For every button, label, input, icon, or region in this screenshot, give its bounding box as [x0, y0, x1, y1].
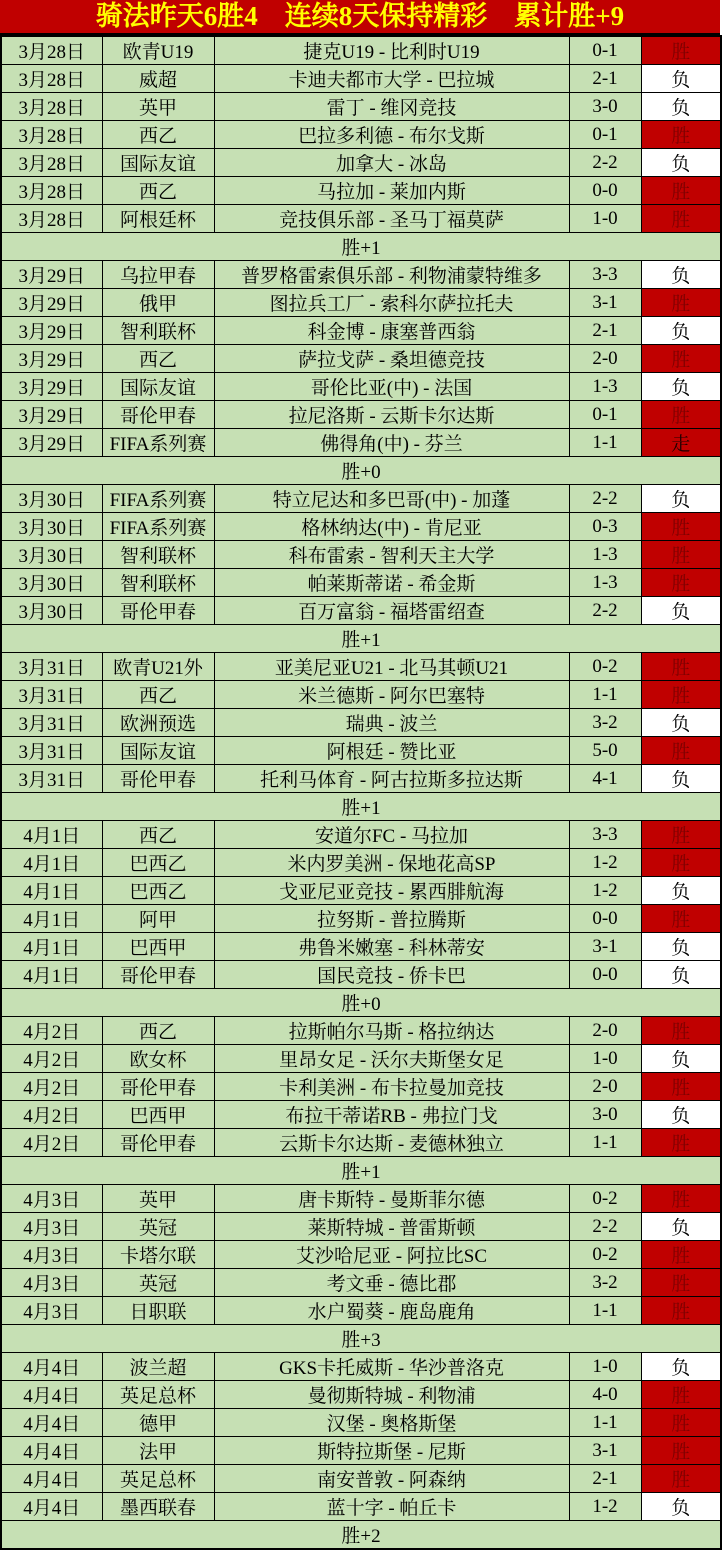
match-cell: 考文垂 - 德比郡 [214, 1269, 569, 1297]
table-row [1, 1409, 721, 1437]
match-cell: 米兰德斯 - 阿尔巴塞特 [214, 681, 569, 709]
match-cell: 百万富翁 - 福塔雷绍查 [214, 597, 569, 625]
date-cell: 3月31日 [1, 709, 102, 737]
league-cell: 西乙 [102, 821, 214, 849]
result-cell: 负 [641, 709, 721, 737]
result-cell: 胜 [641, 737, 721, 765]
result-cell: 胜 [641, 569, 721, 597]
table-row [1, 93, 721, 121]
table-row [1, 289, 721, 317]
result-cell: 负 [641, 1213, 721, 1241]
date-cell: 4月1日 [1, 849, 102, 877]
score-cell: 0-1 [569, 121, 641, 149]
match-cell: 瑞典 - 波兰 [214, 709, 569, 737]
summary-cell: 胜+0 [1, 457, 721, 485]
score-cell: 0-0 [569, 905, 641, 933]
summary-row [1, 233, 721, 261]
match-cell: 里昂女足 - 沃尔夫斯堡女足 [214, 1045, 569, 1073]
table-row [1, 149, 721, 177]
league-cell: 西乙 [102, 681, 214, 709]
table-row [1, 1017, 721, 1045]
table-row [1, 1185, 721, 1213]
table-row [1, 597, 721, 625]
score-cell: 2-0 [569, 345, 641, 373]
league-cell: 阿甲 [102, 905, 214, 933]
date-cell: 3月28日 [1, 205, 102, 233]
league-cell: 智利联杯 [102, 569, 214, 597]
summary-cell: 胜+1 [1, 793, 721, 821]
match-cell: 戈亚尼亚竞技 - 累西腓航海 [214, 877, 569, 905]
score-cell: 0-1 [569, 401, 641, 429]
date-cell: 3月30日 [1, 597, 102, 625]
score-cell: 1-1 [569, 1409, 641, 1437]
result-cell: 胜 [641, 513, 721, 541]
result-cell: 胜 [641, 1465, 721, 1493]
score-cell: 3-2 [569, 709, 641, 737]
summary-cell: 胜+2 [1, 1521, 721, 1550]
table-row [1, 1493, 721, 1521]
date-cell: 4月1日 [1, 961, 102, 989]
match-cell: 雷丁 - 维冈竞技 [214, 93, 569, 121]
date-cell: 3月28日 [1, 121, 102, 149]
table-row [1, 737, 721, 765]
score-cell: 0-2 [569, 1185, 641, 1213]
match-cell: 格林纳达(中) - 肯尼亚 [214, 513, 569, 541]
match-cell: 拉努斯 - 普拉腾斯 [214, 905, 569, 933]
score-cell: 0-0 [569, 961, 641, 989]
result-cell: 胜 [641, 1381, 721, 1409]
table-row [1, 177, 721, 205]
match-cell: 云斯卡尔达斯 - 麦德林独立 [214, 1129, 569, 1157]
result-cell: 胜 [641, 1073, 721, 1101]
result-cell: 胜 [641, 1129, 721, 1157]
date-cell: 4月3日 [1, 1185, 102, 1213]
score-cell: 0-3 [569, 513, 641, 541]
table-row [1, 65, 721, 93]
match-cell: 竞技俱乐部 - 圣马丁福莫萨 [214, 205, 569, 233]
score-cell: 1-0 [569, 1045, 641, 1073]
match-cell: 加拿大 - 冰岛 [214, 149, 569, 177]
score-cell: 2-2 [569, 597, 641, 625]
score-cell: 3-1 [569, 289, 641, 317]
score-cell: 0-2 [569, 1241, 641, 1269]
page-title: 骑法昨天6胜4 连续8天保持精彩 累计胜+9 [0, 0, 720, 35]
league-cell: 英足总杯 [102, 1381, 214, 1409]
match-cell: 南安普敦 - 阿森纳 [214, 1465, 569, 1493]
match-cell: 普罗格雷索俱乐部 - 利物浦蒙特维多 [214, 261, 569, 289]
league-cell: 法甲 [102, 1437, 214, 1465]
league-cell: FIFA系列赛 [102, 513, 214, 541]
score-cell: 4-0 [569, 1381, 641, 1409]
date-cell: 4月4日 [1, 1353, 102, 1381]
date-cell: 4月1日 [1, 933, 102, 961]
table-row [1, 261, 721, 289]
match-cell: 托利马体育 - 阿古拉斯多拉达斯 [214, 765, 569, 793]
league-cell: 智利联杯 [102, 541, 214, 569]
result-cell: 走 [641, 429, 721, 457]
result-cell: 胜 [641, 653, 721, 681]
date-cell: 4月2日 [1, 1017, 102, 1045]
result-cell: 胜 [641, 849, 721, 877]
date-cell: 4月3日 [1, 1241, 102, 1269]
summary-cell: 胜+1 [1, 233, 721, 261]
match-cell: 科布雷索 - 智利天主大学 [214, 541, 569, 569]
match-cell: 科金博 - 康塞普西翁 [214, 317, 569, 345]
result-cell: 负 [641, 149, 721, 177]
league-cell: 哥伦甲春 [102, 765, 214, 793]
date-cell: 4月3日 [1, 1297, 102, 1325]
date-cell: 3月30日 [1, 485, 102, 513]
table-row [1, 849, 721, 877]
score-cell: 2-1 [569, 1465, 641, 1493]
result-cell: 胜 [641, 1269, 721, 1297]
match-cell: 莱斯特城 - 普雷斯顿 [214, 1213, 569, 1241]
date-cell: 4月1日 [1, 821, 102, 849]
league-cell: 巴西乙 [102, 877, 214, 905]
league-cell: 日职联 [102, 1297, 214, 1325]
result-cell: 胜 [641, 401, 721, 429]
table-row [1, 345, 721, 373]
result-cell: 负 [641, 65, 721, 93]
results-body [1, 36, 721, 1549]
score-cell: 2-0 [569, 1017, 641, 1045]
league-cell: 欧洲预选 [102, 709, 214, 737]
date-cell: 3月28日 [1, 36, 102, 65]
match-cell: 帕莱斯蒂诺 - 希金斯 [214, 569, 569, 597]
league-cell: 俄甲 [102, 289, 214, 317]
result-cell: 负 [641, 485, 721, 513]
date-cell: 4月4日 [1, 1437, 102, 1465]
summary-row [1, 793, 721, 821]
result-cell: 胜 [641, 1185, 721, 1213]
score-cell: 1-1 [569, 1297, 641, 1325]
match-cell: 卡迪夫都市大学 - 巴拉城 [214, 65, 569, 93]
date-cell: 3月28日 [1, 93, 102, 121]
table-row [1, 373, 721, 401]
result-cell: 负 [641, 261, 721, 289]
league-cell: 国际友谊 [102, 737, 214, 765]
results-table [0, 35, 722, 1550]
table-row [1, 513, 721, 541]
table-row [1, 541, 721, 569]
table-row [1, 205, 721, 233]
score-cell: 5-0 [569, 737, 641, 765]
result-cell: 负 [641, 877, 721, 905]
date-cell: 4月4日 [1, 1493, 102, 1521]
date-cell: 3月29日 [1, 429, 102, 457]
result-cell: 胜 [641, 1409, 721, 1437]
league-cell: 哥伦甲春 [102, 401, 214, 429]
result-cell: 负 [641, 1101, 721, 1129]
table-row [1, 569, 721, 597]
match-cell: 萨拉戈萨 - 桑坦德竞技 [214, 345, 569, 373]
match-cell: 亚美尼亚U21 - 北马其顿U21 [214, 653, 569, 681]
score-cell: 1-1 [569, 681, 641, 709]
league-cell: 西乙 [102, 121, 214, 149]
result-cell: 负 [641, 961, 721, 989]
score-cell: 1-0 [569, 1353, 641, 1381]
date-cell: 4月3日 [1, 1213, 102, 1241]
league-cell: 哥伦甲春 [102, 961, 214, 989]
match-cell: 特立尼达和多巴哥(中) - 加蓬 [214, 485, 569, 513]
score-cell: 1-2 [569, 1493, 641, 1521]
result-cell: 胜 [641, 345, 721, 373]
date-cell: 4月1日 [1, 905, 102, 933]
league-cell: 西乙 [102, 177, 214, 205]
match-cell: 水户蜀葵 - 鹿岛鹿角 [214, 1297, 569, 1325]
date-cell: 3月31日 [1, 681, 102, 709]
match-cell: 艾沙哈尼亚 - 阿拉比SC [214, 1241, 569, 1269]
date-cell: 4月4日 [1, 1409, 102, 1437]
date-cell: 4月4日 [1, 1465, 102, 1493]
result-cell: 胜 [641, 905, 721, 933]
table-row [1, 1465, 721, 1493]
score-cell: 0-2 [569, 653, 641, 681]
date-cell: 4月4日 [1, 1381, 102, 1409]
score-cell: 2-2 [569, 485, 641, 513]
league-cell: 英冠 [102, 1269, 214, 1297]
league-cell: 墨西联春 [102, 1493, 214, 1521]
league-cell: 英足总杯 [102, 1465, 214, 1493]
table-row [1, 681, 721, 709]
table-row [1, 1045, 721, 1073]
table-row [1, 877, 721, 905]
match-cell: 布拉干蒂诺RB - 弗拉门戈 [214, 1101, 569, 1129]
summary-cell: 胜+1 [1, 1157, 721, 1185]
result-cell: 负 [641, 1493, 721, 1521]
table-row [1, 1129, 721, 1157]
date-cell: 3月29日 [1, 289, 102, 317]
score-cell: 3-2 [569, 1269, 641, 1297]
result-cell: 负 [641, 93, 721, 121]
result-cell: 胜 [641, 1017, 721, 1045]
score-cell: 1-3 [569, 541, 641, 569]
league-cell: 巴西甲 [102, 933, 214, 961]
date-cell: 3月28日 [1, 177, 102, 205]
match-cell: 曼彻斯特城 - 利物浦 [214, 1381, 569, 1409]
score-cell: 2-1 [569, 317, 641, 345]
score-cell: 1-1 [569, 429, 641, 457]
result-cell: 胜 [641, 289, 721, 317]
table-row [1, 317, 721, 345]
match-cell: 马拉加 - 莱加内斯 [214, 177, 569, 205]
summary-row [1, 1521, 721, 1550]
score-cell: 1-1 [569, 1129, 641, 1157]
match-cell: 拉尼洛斯 - 云斯卡尔达斯 [214, 401, 569, 429]
date-cell: 3月30日 [1, 513, 102, 541]
result-cell: 负 [641, 317, 721, 345]
match-cell: 汉堡 - 奥格斯堡 [214, 1409, 569, 1437]
summary-cell: 胜+3 [1, 1325, 721, 1353]
match-cell: 斯特拉斯堡 - 尼斯 [214, 1437, 569, 1465]
result-cell: 胜 [641, 1297, 721, 1325]
league-cell: 德甲 [102, 1409, 214, 1437]
match-cell: 安道尔FC - 马拉加 [214, 821, 569, 849]
table-row [1, 933, 721, 961]
match-cell: 阿根廷 - 赞比亚 [214, 737, 569, 765]
table-row [1, 1381, 721, 1409]
table-row [1, 821, 721, 849]
table-row [1, 1353, 721, 1381]
date-cell: 3月30日 [1, 569, 102, 597]
date-cell: 3月28日 [1, 149, 102, 177]
table-row [1, 401, 721, 429]
league-cell: 欧女杯 [102, 1045, 214, 1073]
date-cell: 3月29日 [1, 345, 102, 373]
date-cell: 4月2日 [1, 1045, 102, 1073]
table-row [1, 905, 721, 933]
table-row [1, 1241, 721, 1269]
match-cell: 国民竞技 - 侨卡巴 [214, 961, 569, 989]
summary-cell: 胜+0 [1, 989, 721, 1017]
league-cell: 国际友谊 [102, 149, 214, 177]
table-row [1, 1073, 721, 1101]
league-cell: 哥伦甲春 [102, 1129, 214, 1157]
league-cell: 英甲 [102, 93, 214, 121]
result-cell: 胜 [641, 681, 721, 709]
date-cell: 3月28日 [1, 65, 102, 93]
result-cell: 负 [641, 933, 721, 961]
result-cell: 胜 [641, 36, 721, 65]
date-cell: 3月29日 [1, 373, 102, 401]
result-cell: 胜 [641, 121, 721, 149]
date-cell: 3月29日 [1, 317, 102, 345]
league-cell: 乌拉甲春 [102, 261, 214, 289]
match-cell: 米内罗美洲 - 保地花高SP [214, 849, 569, 877]
score-cell: 2-0 [569, 1073, 641, 1101]
league-cell: 西乙 [102, 345, 214, 373]
score-cell: 3-1 [569, 933, 641, 961]
summary-row [1, 457, 721, 485]
table-row [1, 429, 721, 457]
score-cell: 3-0 [569, 93, 641, 121]
match-cell: 图拉兵工厂 - 索科尔萨拉托夫 [214, 289, 569, 317]
score-cell: 0-0 [569, 177, 641, 205]
league-cell: 卡塔尔联 [102, 1241, 214, 1269]
table-row [1, 1437, 721, 1465]
summary-row [1, 1325, 721, 1353]
summary-cell: 胜+1 [1, 625, 721, 653]
result-cell: 胜 [641, 177, 721, 205]
date-cell: 3月30日 [1, 541, 102, 569]
result-cell: 胜 [641, 1241, 721, 1269]
table-row [1, 709, 721, 737]
score-cell: 1-2 [569, 849, 641, 877]
score-cell: 1-2 [569, 877, 641, 905]
score-cell: 2-2 [569, 1213, 641, 1241]
score-cell: 1-3 [569, 373, 641, 401]
score-cell: 1-0 [569, 205, 641, 233]
date-cell: 3月31日 [1, 765, 102, 793]
league-cell: 哥伦甲春 [102, 1073, 214, 1101]
score-cell: 3-3 [569, 261, 641, 289]
date-cell: 3月31日 [1, 737, 102, 765]
result-cell: 负 [641, 1045, 721, 1073]
score-cell: 2-2 [569, 149, 641, 177]
table-row [1, 121, 721, 149]
date-cell: 4月2日 [1, 1129, 102, 1157]
match-cell: 弗鲁米嫩塞 - 科林蒂安 [214, 933, 569, 961]
result-cell: 胜 [641, 821, 721, 849]
score-cell: 0-1 [569, 36, 641, 65]
result-cell: 胜 [641, 541, 721, 569]
score-cell: 3-1 [569, 1437, 641, 1465]
result-cell: 负 [641, 765, 721, 793]
date-cell: 4月3日 [1, 1269, 102, 1297]
match-cell: GKS卡托威斯 - 华沙普洛克 [214, 1353, 569, 1381]
result-cell: 胜 [641, 205, 721, 233]
score-cell: 4-1 [569, 765, 641, 793]
table-row [1, 36, 721, 65]
result-cell: 负 [641, 373, 721, 401]
table-row [1, 765, 721, 793]
summary-row [1, 1157, 721, 1185]
league-cell: 巴西甲 [102, 1101, 214, 1129]
table-row [1, 653, 721, 681]
score-cell: 2-1 [569, 65, 641, 93]
date-cell: 3月29日 [1, 401, 102, 429]
match-cell: 拉斯帕尔马斯 - 格拉纳达 [214, 1017, 569, 1045]
date-cell: 4月2日 [1, 1101, 102, 1129]
date-cell: 3月29日 [1, 261, 102, 289]
table-row [1, 1213, 721, 1241]
match-cell: 哥伦比亚(中) - 法国 [214, 373, 569, 401]
match-cell: 捷克U19 - 比利时U19 [214, 36, 569, 65]
league-cell: 哥伦甲春 [102, 597, 214, 625]
league-cell: 英冠 [102, 1213, 214, 1241]
result-cell: 负 [641, 597, 721, 625]
league-cell: 巴西乙 [102, 849, 214, 877]
summary-row [1, 989, 721, 1017]
score-cell: 1-3 [569, 569, 641, 597]
result-cell: 胜 [641, 1437, 721, 1465]
score-cell: 3-0 [569, 1101, 641, 1129]
table-row [1, 1297, 721, 1325]
match-cell: 佛得角(中) - 芬兰 [214, 429, 569, 457]
match-cell: 唐卡斯特 - 曼斯菲尔德 [214, 1185, 569, 1213]
league-cell: 西乙 [102, 1017, 214, 1045]
league-cell: 欧青U21外 [102, 653, 214, 681]
summary-row [1, 625, 721, 653]
match-cell: 蓝十字 - 帕丘卡 [214, 1493, 569, 1521]
table-row [1, 961, 721, 989]
league-cell: 波兰超 [102, 1353, 214, 1381]
date-cell: 4月2日 [1, 1073, 102, 1101]
league-cell: 阿根廷杯 [102, 205, 214, 233]
table-row [1, 485, 721, 513]
league-cell: 威超 [102, 65, 214, 93]
league-cell: FIFA系列赛 [102, 485, 214, 513]
date-cell: 3月31日 [1, 653, 102, 681]
league-cell: FIFA系列赛 [102, 429, 214, 457]
league-cell: 智利联杯 [102, 317, 214, 345]
league-cell: 国际友谊 [102, 373, 214, 401]
league-cell: 欧青U19 [102, 36, 214, 65]
result-cell: 负 [641, 1353, 721, 1381]
score-cell: 3-3 [569, 821, 641, 849]
match-cell: 巴拉多利德 - 布尔戈斯 [214, 121, 569, 149]
date-cell: 4月1日 [1, 877, 102, 905]
table-row [1, 1269, 721, 1297]
match-cell: 卡利美洲 - 布卡拉曼加竞技 [214, 1073, 569, 1101]
table-row [1, 1101, 721, 1129]
league-cell: 英甲 [102, 1185, 214, 1213]
